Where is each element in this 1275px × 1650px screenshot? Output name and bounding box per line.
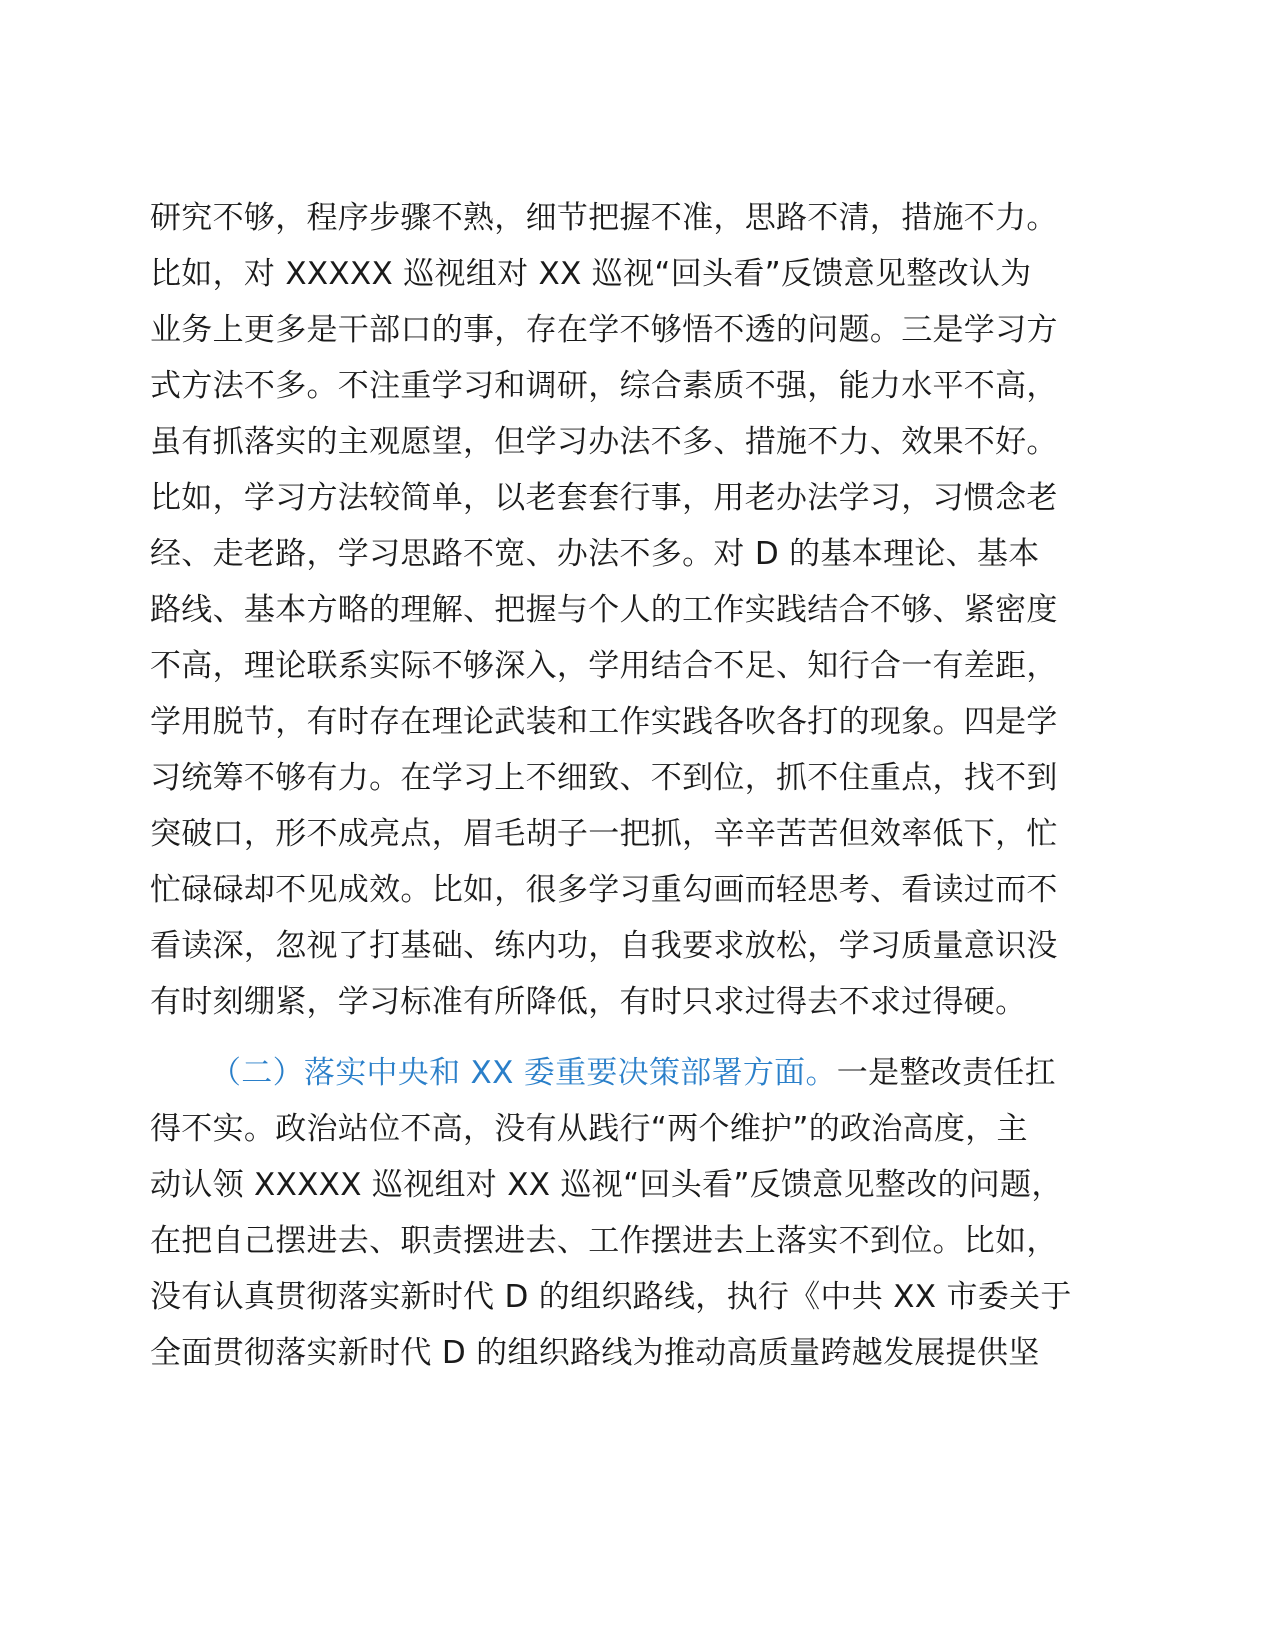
paragraph-1-line-1: 研究不够，程序步骤不熟，细节把握不准，思路不清，措施不力。 [150,200,1058,236]
paragraph-1-line-11: 习统筹不够有力。在学习上不细致、不到位，抓不住重点，找不到 [150,760,1058,796]
paragraph-1-line-15: 有时刻绷紧，学习标准有所降低，有时只求过得去不求过得硬。 [150,984,1027,1020]
paragraph-2-line-3: 动认领 XXXXX 巡视组对 XX 巡视“回头看”反馈意见整改的问题， [150,1167,1063,1203]
paragraph-1-line-5: 虽有抓落实的主观愿望，但学习办法不多、措施不力、效果不好。 [150,424,1058,460]
paragraph-1-line-13: 忙碌碌却不见成效。比如，很多学习重勾画而轻思考、看读过而不 [150,872,1058,908]
paragraph-2-line-6: 全面贯彻落实新时代 D 的组织路线为推动高质量跨越发展提供坚 [150,1335,1040,1371]
paragraph-2-first-line-rest: 一是整改责任扛 [836,1055,1056,1091]
paragraph-1-line-9: 不高，理论联系实际不够深入，学用结合不足、知行合一有差距， [150,648,1058,684]
paragraph-2-line-2: 得不实。政治站位不高，没有从践行“两个维护”的政治高度，主 [150,1111,1028,1147]
paragraph-2-line-4: 在把自己摆进去、职责摆进去、工作摆进去上落实不到位。比如， [150,1223,1058,1259]
paragraph-1-line-4: 式方法不多。不注重学习和调研，综合素质不强，能力水平不高， [150,368,1058,404]
paragraph-1-line-6: 比如，学习方法较简单，以老套套行事，用老办法学习，习惯念老 [150,480,1058,516]
paragraph-2-line-5: 没有认真贯彻落实新时代 D 的组织路线，执行《中共 XX 市委关于 [150,1279,1072,1315]
paragraph-1-line-8: 路线、基本方略的理解、把握与个人的工作实践结合不够、紧密度 [150,592,1058,628]
paragraph-2-first-line [210,1053,1056,1093]
section-heading: （二）落实中央和 XX 委重要决策部署方面。 [210,1055,837,1091]
paragraph-1-line-10: 学用脱节，有时存在理论武装和工作实践各吹各打的现象。四是学 [150,704,1058,740]
paragraph-1-line-14: 看读深，忽视了打基础、练内功，自我要求放松，学习质量意识没 [150,928,1058,964]
paragraph-1-line-7: 经、走老路，学习思路不宽、办法不多。对 D 的基本理论、基本 [150,536,1040,572]
paragraph-1-line-3: 业务上更多是干部口的事，存在学不够悟不透的问题。三是学习方 [150,312,1058,348]
paragraph-1-line-12: 突破口，形不成亮点，眉毛胡子一把抓，辛辛苦苦但效率低下，忙 [150,816,1058,852]
paragraph-1-line-2: 比如，对 XXXXX 巡视组对 XX 巡视“回头看”反馈意见整改认为 [150,256,1032,292]
